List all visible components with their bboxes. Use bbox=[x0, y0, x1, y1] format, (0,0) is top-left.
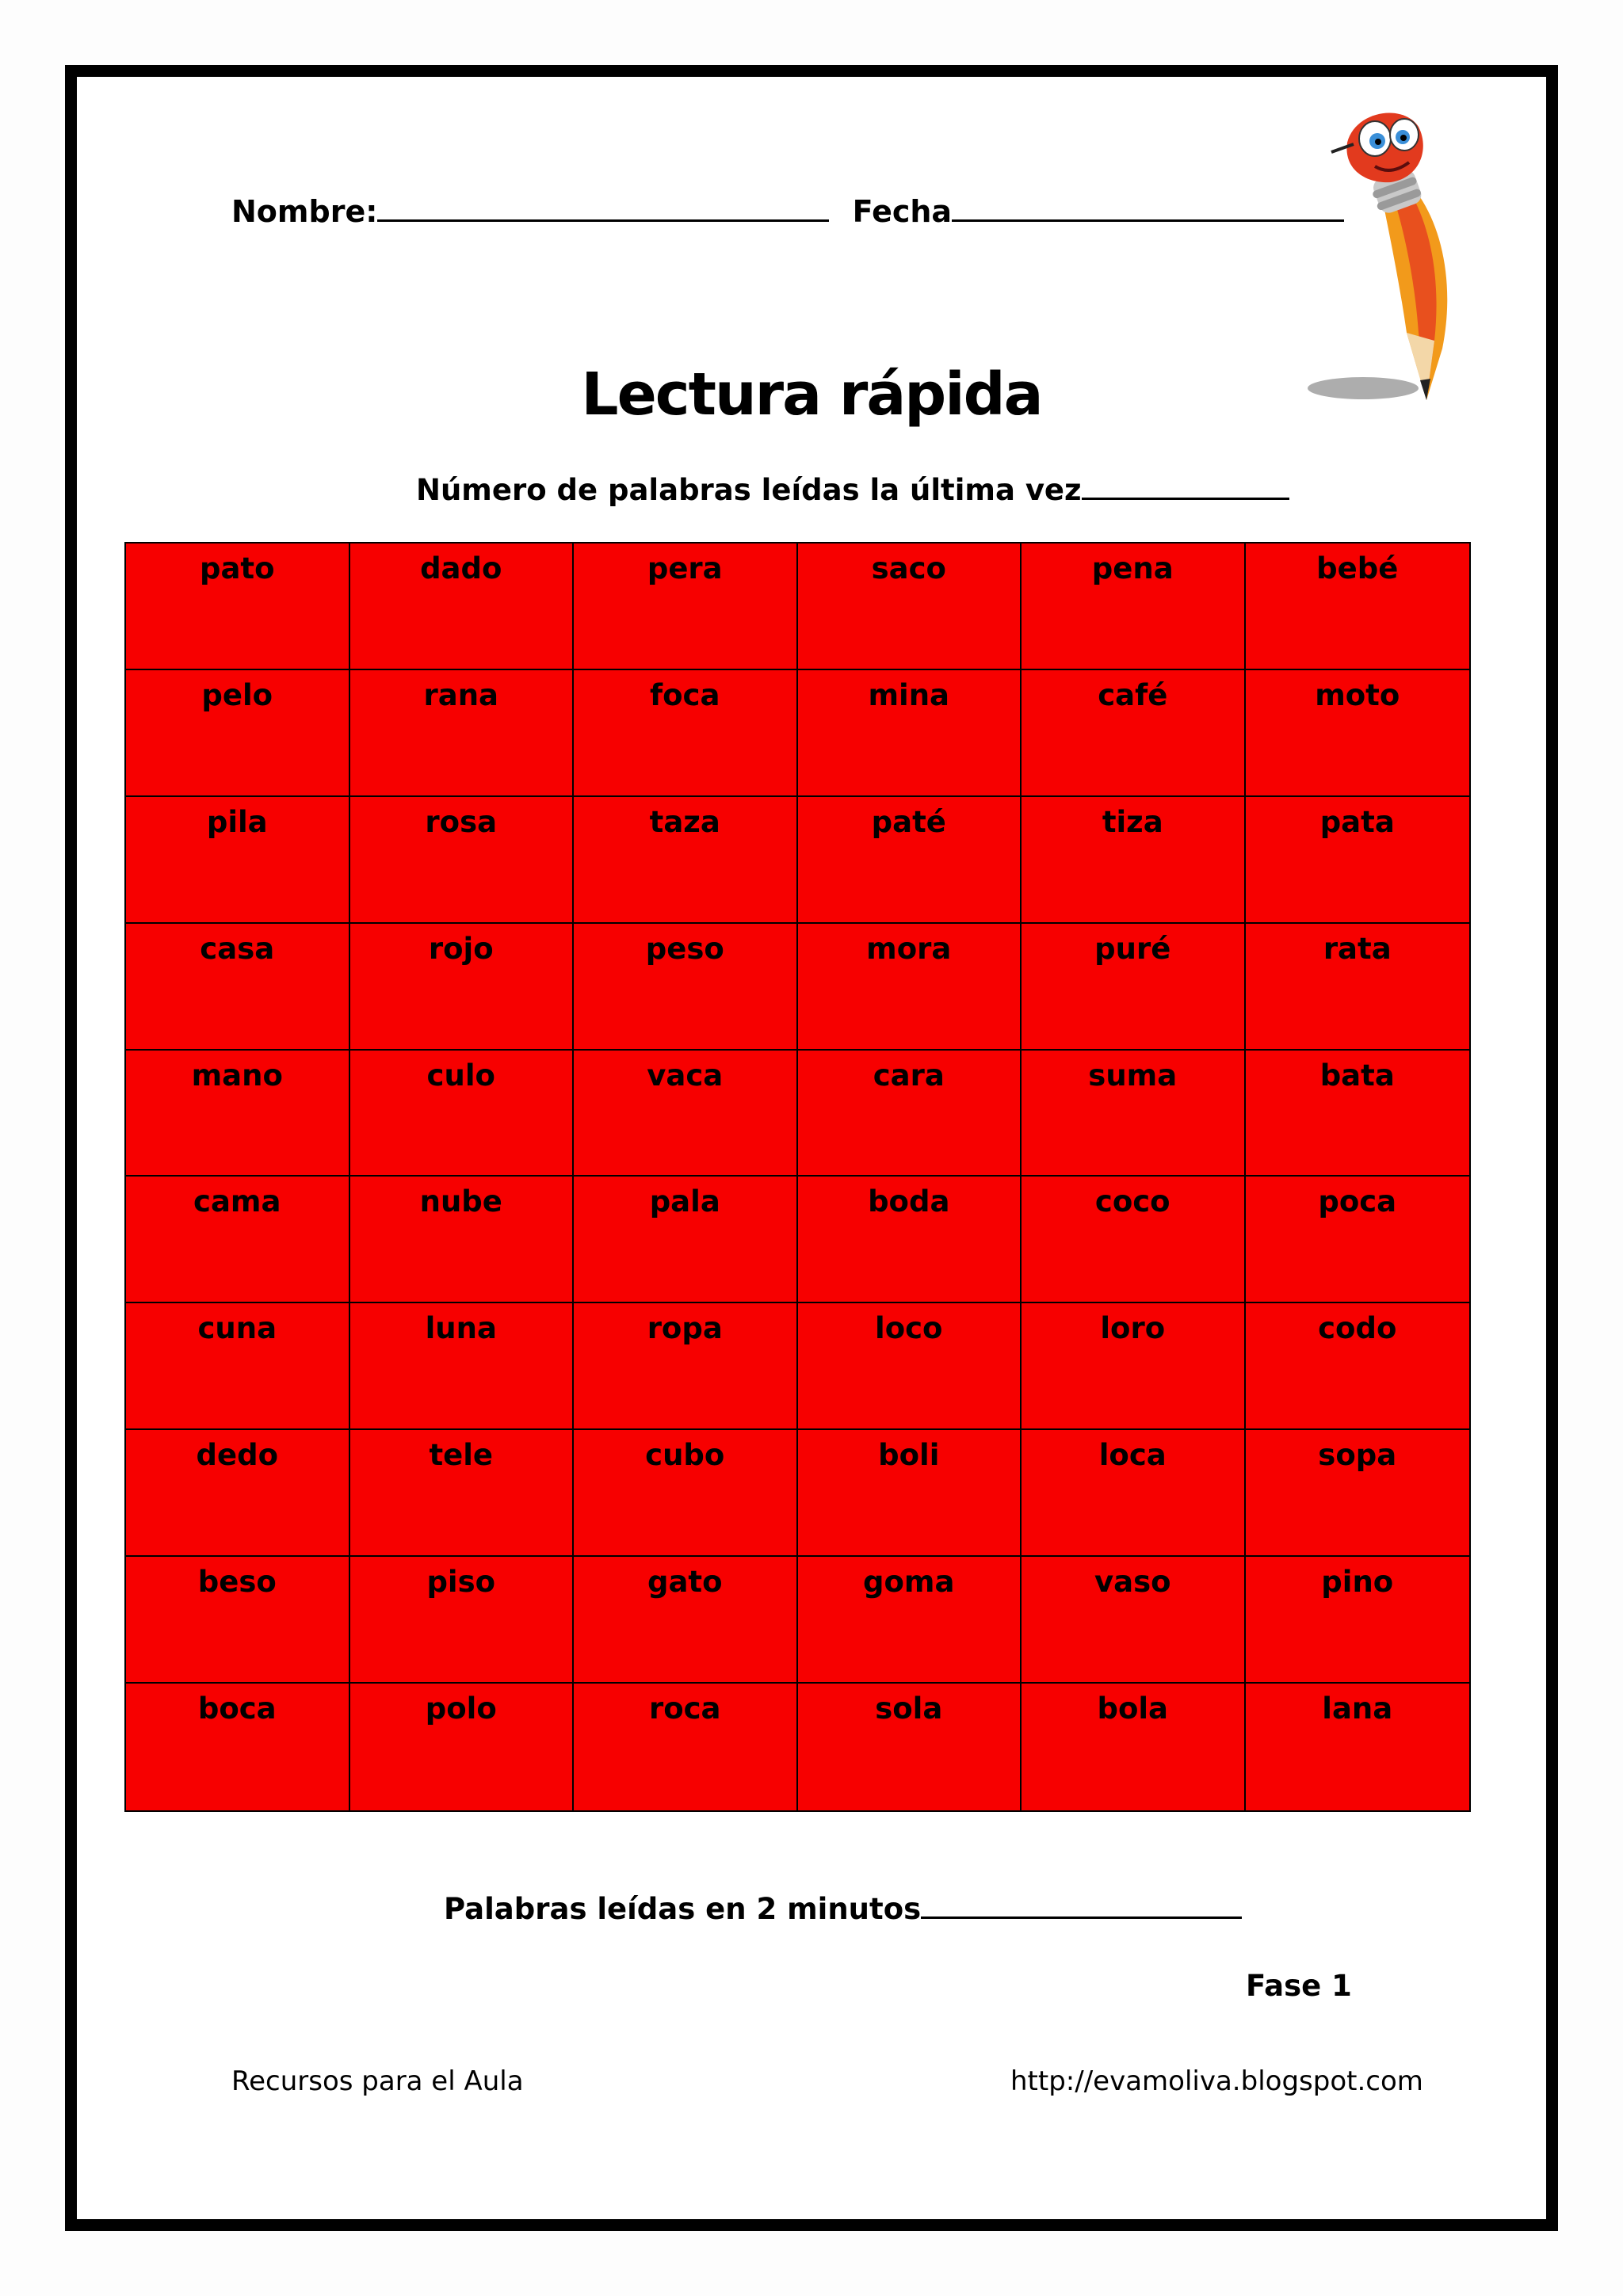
word-cell: polo bbox=[350, 1684, 575, 1810]
word-cell: mora bbox=[798, 924, 1022, 1051]
name-label: Nombre: bbox=[231, 194, 378, 229]
word-cell: dado bbox=[350, 543, 575, 670]
previous-count-line[interactable] bbox=[1082, 498, 1289, 500]
word-grid bbox=[124, 542, 1471, 1812]
word-cell: moto bbox=[1246, 670, 1470, 797]
word-cell: mano bbox=[126, 1051, 350, 1177]
previous-count-row bbox=[416, 473, 1289, 507]
word-cell: casa bbox=[126, 924, 350, 1051]
word-cell: puré bbox=[1022, 924, 1246, 1051]
word-cell: pila bbox=[126, 797, 350, 924]
word-cell: nube bbox=[350, 1177, 575, 1303]
word-cell: boli bbox=[798, 1430, 1022, 1557]
word-cell: beso bbox=[126, 1557, 350, 1684]
read-count-row bbox=[444, 1892, 1242, 1926]
word-cell: peso bbox=[574, 924, 798, 1051]
word-cell: sopa bbox=[1246, 1430, 1470, 1557]
word-cell: boda bbox=[798, 1177, 1022, 1303]
word-cell: ropa bbox=[574, 1303, 798, 1430]
read-count-label: Palabras leídas en 2 minutos bbox=[444, 1892, 922, 1926]
word-cell: loca bbox=[1022, 1430, 1246, 1557]
header-row bbox=[231, 194, 1344, 229]
word-cell: pelo bbox=[126, 670, 350, 797]
footer-left-text: Recursos para el Aula bbox=[231, 2065, 524, 2097]
word-cell: loco bbox=[798, 1303, 1022, 1430]
word-cell: poca bbox=[1246, 1177, 1470, 1303]
word-cell: culo bbox=[350, 1051, 575, 1177]
word-cell: cama bbox=[126, 1177, 350, 1303]
word-cell: paté bbox=[798, 797, 1022, 924]
word-cell: café bbox=[1022, 670, 1246, 797]
word-cell: pata bbox=[1246, 797, 1470, 924]
word-cell: roca bbox=[574, 1684, 798, 1810]
word-cell: cara bbox=[798, 1051, 1022, 1177]
word-cell: rosa bbox=[350, 797, 575, 924]
word-cell: cuna bbox=[126, 1303, 350, 1430]
word-cell: boca bbox=[126, 1684, 350, 1810]
word-cell: pena bbox=[1022, 543, 1246, 670]
word-cell: bebé bbox=[1246, 543, 1470, 670]
word-cell: piso bbox=[350, 1557, 575, 1684]
word-cell: rana bbox=[350, 670, 575, 797]
previous-count-label: Número de palabras leídas la última vez bbox=[416, 473, 1082, 507]
word-cell: cubo bbox=[574, 1430, 798, 1557]
date-field-line[interactable] bbox=[952, 219, 1344, 222]
word-cell: lana bbox=[1322, 1691, 1393, 1726]
word-cell: luna bbox=[350, 1303, 575, 1430]
word-cell: codo bbox=[1246, 1303, 1470, 1430]
word-cell: pala bbox=[574, 1177, 798, 1303]
word-cell: goma bbox=[798, 1557, 1022, 1684]
read-count-line[interactable] bbox=[921, 1917, 1242, 1919]
word-cell: foca bbox=[574, 670, 798, 797]
word-cell: coco bbox=[1022, 1177, 1246, 1303]
date-label: Fecha bbox=[852, 194, 953, 229]
phase-label: Fase 1 bbox=[1246, 1969, 1352, 2003]
word-cell: pino bbox=[1246, 1557, 1470, 1684]
word-cell: tele bbox=[350, 1430, 575, 1557]
word-cell: vaca bbox=[574, 1051, 798, 1177]
word-cell: bola bbox=[1022, 1684, 1246, 1810]
word-cell: rojo bbox=[350, 924, 575, 1051]
word-cell: loro bbox=[1022, 1303, 1246, 1430]
word-cell: pato bbox=[126, 543, 350, 670]
word-cell: dedo bbox=[126, 1430, 350, 1557]
word-cell: gato bbox=[574, 1557, 798, 1684]
name-field-line[interactable] bbox=[377, 219, 829, 222]
footer-url[interactable]: http://evamoliva.blogspot.com bbox=[1010, 2065, 1423, 2097]
word-cell: rata bbox=[1246, 924, 1470, 1051]
word-cell: sola bbox=[798, 1684, 1022, 1810]
word-cell: taza bbox=[574, 797, 798, 924]
page-title: Lectura rápida bbox=[581, 360, 1042, 429]
word-cell: bata bbox=[1246, 1051, 1470, 1177]
word-cell: pera bbox=[574, 543, 798, 670]
word-cell: tiza bbox=[1022, 797, 1246, 924]
word-cell: saco bbox=[798, 543, 1022, 670]
word-cell: vaso bbox=[1022, 1557, 1246, 1684]
word-cell: suma bbox=[1022, 1051, 1246, 1177]
word-cell: mina bbox=[798, 670, 1022, 797]
